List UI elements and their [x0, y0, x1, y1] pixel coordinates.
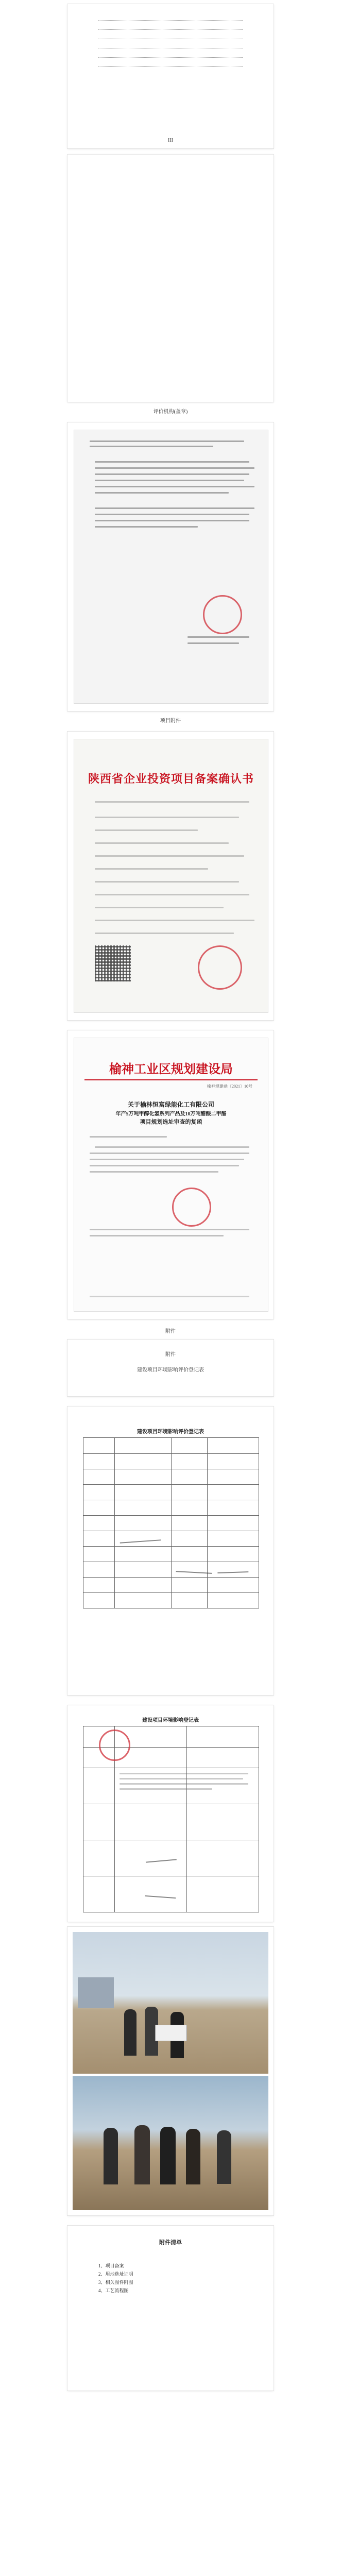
registration-form-page-2	[67, 1705, 274, 1922]
doc-number: 榆神规建函〔2021〕10号	[207, 1084, 252, 1089]
signature	[176, 1561, 212, 1574]
scanned-letter-page	[67, 422, 274, 711]
official-seal	[99, 1730, 130, 1761]
person	[186, 2129, 200, 2184]
toc-line	[98, 66, 243, 67]
letter-title-2: 年产5万吨甲醇化氢系列产品及10万吨醋酸二甲酯	[115, 1111, 227, 1117]
signature	[145, 1885, 176, 1899]
toc-line	[98, 20, 243, 21]
page-caption: 评价机构(盖章)	[153, 409, 188, 415]
page-caption: 项目附件	[160, 718, 181, 724]
person	[104, 2128, 118, 2184]
qr-code-icon	[95, 945, 131, 981]
signature	[119, 1529, 161, 1544]
site-photo-1	[73, 1932, 268, 2074]
planning-letter	[74, 1038, 268, 1312]
scanned-letter	[74, 430, 268, 704]
letter-title-1: 关于榆林恒富绿能化工有限公司	[127, 1101, 214, 1108]
red-rule	[84, 1079, 258, 1080]
page-number: III	[168, 138, 173, 143]
section-divider	[67, 1340, 274, 1396]
appendix-list-page	[67, 2226, 274, 2391]
form-title: 建设项目环境影响登记表	[142, 1718, 199, 1723]
list-item: 4、工艺流程图	[98, 2288, 129, 2293]
divider-title: 建设项目环境影响评价登记表	[137, 1367, 204, 1373]
toc-line	[98, 38, 243, 39]
toc-page	[67, 4, 274, 148]
list-item: 1、项目备案	[98, 2263, 124, 2268]
official-seal	[172, 1188, 211, 1227]
person	[124, 2009, 137, 2056]
signature	[217, 1561, 249, 1573]
building	[78, 1977, 114, 2008]
signature	[145, 1849, 177, 1862]
certificate-title: 陕西省企业投资项目备案确认书	[88, 772, 254, 786]
appendix-list-title: 附件清单	[159, 2240, 182, 2246]
planning-letter-page	[67, 1030, 274, 1319]
person	[134, 2125, 150, 2184]
letter-header: 榆神工业区规划建设局	[109, 1061, 233, 1076]
official-seal	[198, 945, 242, 990]
site-photo-2	[73, 2076, 268, 2210]
form-title: 建设项目环境影响评价登记表	[137, 1429, 204, 1435]
toc-line	[98, 29, 243, 30]
list-item: 2、用地选址证明	[98, 2272, 133, 2277]
toc-line	[98, 57, 243, 58]
list-item: 3、相关图件附图	[98, 2280, 133, 2285]
form-table	[83, 1437, 259, 1608]
letter-title-3: 项目规划选址审查的复函	[140, 1119, 202, 1125]
form-table	[83, 1726, 259, 1912]
official-seal	[203, 595, 242, 634]
filing-certificate-page	[67, 732, 274, 1020]
registration-form-page	[67, 1406, 274, 1695]
divider-caption: 附件	[165, 1352, 176, 1358]
page-caption: 附件	[165, 1329, 176, 1334]
toc-line	[98, 47, 243, 48]
document	[155, 2025, 187, 2041]
filing-certificate	[74, 739, 268, 1013]
site-photo-page	[67, 1927, 274, 2215]
person	[160, 2127, 176, 2184]
appendix-list	[98, 2262, 133, 2295]
person	[217, 2130, 231, 2184]
blank-page	[67, 155, 274, 402]
